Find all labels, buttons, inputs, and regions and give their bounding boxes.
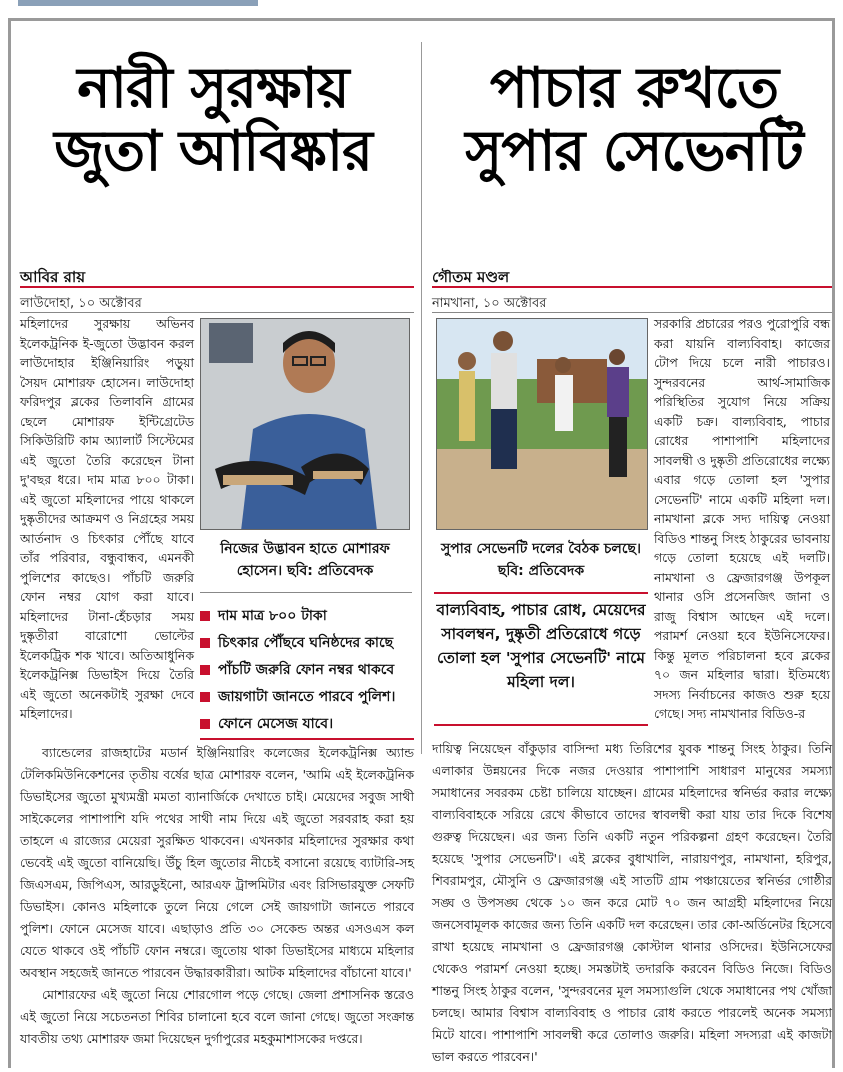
right-dateline-rule	[432, 312, 832, 313]
right-author-rule	[432, 286, 832, 288]
left-bottom-paragraph: ব্যান্ডেলের রাজহাটের মডার্ন ইঞ্জিনিয়ারিং কলেজের ইলেকট্রনিক্স অ্যান্ড টেলিকমিউনিকেশনের তৃতীয় বর্ষের ছাত্র মোশারফ বলেন, 'আমি এই ইলেকট্রনিক ডিভাইসের জুতো মুখ্যমন্ত্রী মমতা ব্যানার্জিকে দেখাতে চাই। মেয়েদের সবুজ সাথী সাইকেলের পাশাপাশি যদি পথের সাথী নাম দিয়ে এই জুতো সরবরাহ করা হয় তাহলে এ রাজ্যের মেয়েরা সুরক্ষিত থাকবেন। এখনকার মহিলাদের সুরক্ষার কথা ভেবেই এই জুতো বানিয়েছি। উঁচু হিল জুতোর নীচেই বসানো রয়েছে ব্যাটারি-সহ জিএসএম, জিপিএস, আরডুইনো, আরএফ ট্রান্সমিটার এবং রিসিভারযুক্ত সেফটি ডিভাইস। কোনও মহিলাকে তুলে নিয়ে গেলে সেই জায়গাটা জানতে পারবে পুলিশ। ফোনে মেসেজ যাবে। এছাড়াও প্রতি ৩০ সেকেন্ড অন্তর এসওএস কল যেতে থাকবে ওই পাঁচটি ফোন নম্বরে। জুতোয় থাকা ডিভাইসের মাধ্যমে মহিলার অবস্থান সহজেই জানতে পারবেন উদ্ধারকারীরা। আটক মহিলাদের বাঁচানো যাবে।'	[20, 745, 414, 980]
right-body-column: সরকারি প্রচারের পরও পুরোপুরি বন্ধ করা যায়নি বাল্যবিবাহ। কাজের টোপ দিয়ে চলে নারী পাচারও। সুন্দরবনের আর্থ-সামাজিক পরিস্থিতির সুযোগ নিয়ে সক্রিয় একটি চক্র। বাল্যবিবাহ, পাচার রোধের পাশাপাশি মহিলাদের সাবলম্বী ও দুষ্কৃতী প্রতিরোধের লক্ষ্যে এবার গড়ে তোলা হল 'সুপার সেভেনটি' নামে একটি মহিলা দল। নামখানা ব্লকে সদ্য দায়িত্ব নেওয়া বিডিও শান্তনু সিংহ ঠাকুরের ভাবনায় গড়ে তোলা হয়েছে এই দলটি। নামখানা ও ফ্রেজারগঞ্জ উপকূল থানার ওসি প্রসেনজিৎ জানা ও রাজু বিশ্বাস আছেন এই দলে। পরামর্শ নেওয়া হবে ইউনিসেফের। কিন্তু মূলত পরিচালনা হবে ব্লকের ৭০ জন মহিলার দ্বারা। ইতিমধ্যে সদস্য নির্বাচনের কাজও শুরু হয়ে গেছে। সদ্য নামখানার বিডিও-র	[654, 316, 830, 721]
right-bottom-text: দায়িত্ব নিয়েছেন বাঁকুড়ার বাসিন্দা মধ্য তিরিশের যুবক শান্তনু সিংহ ঠাকুর। তিনি এলাকার উন্নয়নের দিকে নজর দেওয়ার পাশাপাশি সাধারণ মানুষের সমস্যা সমাধানের সবরকম চেষ্টা চালিয়ে যাচ্ছেন। গ্রামের মহিলাদের স্বনির্ভর করার লক্ষ্যে বাল্যবিবাহকে সরিয়ে রেখে কীভাবে তাদের স্বাবলম্বী করা যায় তার দিকে বিশেষ গুরুত্ব দিয়েছেন। এর জন্য তিনি একটি নতুন পরিকল্পনা গ্রহণ করেছেন। তৈরি হয়েছে 'সুপার সেভেনটি'। এই ব্লকের বুধাখালি, নারায়ণপুর, নামখানা, হরিপুর, শিবরামপুর, মৌসুনি ও ফ্রেজারগঞ্জ এই সাতটি গ্রাম পঞ্চায়েতের স্বনির্ভর গোষ্ঠীর সঙ্ঘ ও উপসঙ্ঘ থেকে ১০ জন করে মোট ৭০ জন আগ্রহী মহিলাদের নিয়ে জনসেবামূলক কাজের জন্য তিনি একটি দল করেছেন। তার কো-অর্ডিনেটর হিসেবে রাখা হয়েছে নামখানা ও ফ্রেজারগঞ্জ কোস্টাল থানার ওসিদের। ইউনিসেফের থেকেও পরামর্শ নেওয়া হচ্ছে। সমস্তটাই তদারকি করবেন বিডিও নিজে। বিডিও শান্তনু সিংহ ঠাকুর বলেন, 'সুন্দরবনের মূল সমস্যাগুলি থেকে সমাধানের পথ খোঁজা চলছে। আমার বিশ্বাস বাল্যবিবাহ ও পাচার রোধ করতে পারলেই অনেক সমস্যা মিটে যাবে। পাশাপাশি সাবলম্বী করে তোলাও জরুরি। মহিলা সদস্যরা এই কাজটা ভাল করতে পারবেন।'	[432, 741, 832, 1064]
bullet-square-icon	[200, 719, 210, 729]
inventor-photo	[200, 318, 410, 530]
left-dateline: লাউদোহা, ১০ অক্টোবর	[20, 296, 142, 311]
pullquote-top-rule	[434, 592, 648, 594]
left-author: আবির রায়	[20, 268, 86, 286]
top-color-bar	[18, 0, 258, 6]
left-bottom-text	[20, 742, 414, 1050]
right-headline-line1: পাচার রুখতে	[489, 56, 779, 121]
right-headline-line2: সুপার সেভেনটি	[465, 118, 803, 184]
bullets-bottom-rule	[200, 738, 414, 740]
meeting-illustration	[437, 319, 648, 530]
pull-quote: বাল্যবিবাহ, পাচার রোধ, মেয়েদের সাবলম্বন, দুষ্কৃতী প্রতিরোধে গড়ে তোলা হল 'সুপার সেভেনটি' নামে মহিলা দল।	[436, 601, 646, 691]
meeting-photo-caption: সুপার সেভেনটি দলের বৈঠক চলছে। ছবি: প্রতিবেদক	[441, 541, 641, 579]
right-dateline: নামখানা, ১০ অক্টোবর	[432, 296, 547, 311]
bullet-square-icon	[200, 638, 210, 648]
bullet-item: দাম মাত্র ৮০০ টাকা	[200, 602, 422, 629]
bullet-item: ফোনে মেসেজ যাবে।	[200, 710, 422, 737]
left-author-rule	[20, 286, 414, 288]
bullet-square-icon	[200, 665, 210, 675]
inventor-photo-caption: নিজের উদ্ভাবন হাতে মোশারফ হোসেন। ছবি: প্রতিবেদক	[220, 541, 390, 579]
left-headline-line2: জুতা আবিষ্কার	[54, 118, 372, 184]
left-bottom-paragraph: মোশারফের এই জুতো নিয়ে শোরগোল পড়ে গেছে। জেলা প্রশাসনিক স্তরেও এই জুতো নিয়ে সচেতনতা শিবির চালানো হবে বলে জানা গেছে। জুতো সংক্রান্ত যাবতীয় তথ্য মোশারফ জমা দিয়েছেন দুর্গাপুরের মহকুমাশাসকের দপ্তরে।	[20, 987, 414, 1046]
left-body-column: মহিলাদের সুরক্ষায় অভিনব ইলেকট্রনিক ই-জুতো উদ্ভাবন করল লাউদোহার ইঞ্জিনিয়ারিং পড়ুয়া সৈয়দ মোশারফ হোসেন। লাউদোহা ফরিদপুর ব্লকের তিলাবনি গ্রামের ছেলে মোশারফ ইন্টিগ্রেটেড সিকিউরিটি কাম অ্যালার্ট সিস্টেমের এই জুতো তৈরি করেছেন টানা দু'বছর ধরে। দাম মাত্র ৮০০ টাকা। এই জুতো মহিলাদের পায়ে থাকলে দুষ্কৃতীদের আক্রমণ ও নিগ্রহের সময় আর্তনাদ ও চিৎকার পৌঁছে যাবে তাঁর পরিবার, বন্ধুবান্ধব, এমনকী পুলিশের কাছেও। পাঁচটি জরুরি ফোন নম্বর যোগ করা যাবে। মহিলাদের টানা-হেঁচড়ার সময় দুষ্কৃতীরা বারোশো ভোল্টের ইলেকট্রিক শক খাবে। অতিআধুনিক ইলেকট্রনিক্স ডিভাইস দিয়ে তৈরি এই জুতো অনেকটাই সুরক্ষা দেবে মহিলাদের।	[20, 316, 194, 721]
pullquote-bottom-rule	[434, 724, 648, 726]
feature-bullet-list	[200, 602, 422, 737]
bullet-item: জায়গাটা জানতে পারবে পুলিশ।	[200, 683, 422, 710]
left-headline	[18, 58, 408, 183]
bullet-square-icon	[200, 611, 210, 621]
left-headline-line1: নারী সুরক্ষায়	[77, 56, 349, 121]
team-meeting-photo	[436, 318, 648, 530]
bullet-item: চিৎকার পৌঁছবে ঘনিষ্ঠদের কাছে	[200, 629, 422, 656]
right-headline	[434, 58, 834, 183]
caption-rule	[200, 592, 412, 593]
left-dateline-rule	[20, 312, 414, 313]
bullet-square-icon	[200, 692, 210, 702]
inventor-illustration	[201, 319, 410, 530]
bullet-item: পাঁচটি জরুরি ফোন নম্বর থাকবে	[200, 656, 422, 683]
newspaper-page	[14, 24, 834, 1068]
right-author: গৌতম মণ্ডল	[432, 268, 510, 286]
